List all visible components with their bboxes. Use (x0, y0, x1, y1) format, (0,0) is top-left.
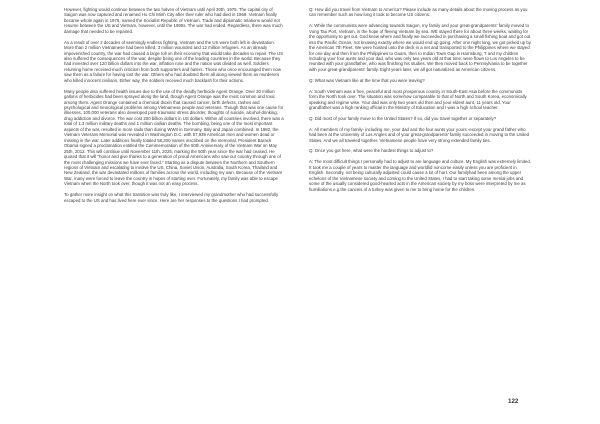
paragraph: However, fighting would continue between the two halves of Vietnam until April 30th, 1975. The capital city of Saigon was now captured and renamed Ho Chi Minh City after their ruler who had died in 1969. Vietnam finally became whole again in 1976, named the Socialist Republic of Vietnam. Trade and diplomatic relations would not resume between the US and Vietnam, however, until the 1990s. The war had ended. Regardless, there was much damage that needed to be repaired. (64, 7, 283, 34)
paragraph: To gather more insight on what this transition was truly like, I interviewed my grandmother who had successfully escaped to the US and has lived here ever since. Here are her responses to the questions I had prompted. (64, 192, 279, 203)
paragraph: As a result of over 2 decades of seemingly endless fighting, Vietnam and the US were both left in devastation. More than 2 million Vietnamese had been killed, 3 million wounded and 12 million refugees. As an already impoverished country, the war had caused a large toll on their economy that would take decades to repair. The US also suffered the consequences of the war, despite being one of the leading countries in the world. Because they had invested over 120 billion dollars into the war, inflation rose and the nation was divided as well. Soldiers returning home received much criticism from both supporters and haters. Those who once encouraged them now saw them as a failure for having lost the war. Others who had doubted them all along viewed them as murderers who killed innocent civilians. Either way, the soldiers received much backlash for their actions. (64, 39, 284, 83)
paragraph: Many people also suffered health issues due to the use of the deadly herbicide Agent Orange. Over 20 million gallons of herbicides had been sprayed along the land, though Agent Orange was the most common and toxic among them. Agent Orange contained a chemical dioxin that caused cancer, birth defects, rashes and psychological and neurological problems among Vietnamese people and veterans. Though that was one cause for illnesses, 100,000 veterans also developed post-traumatic stress disorder, thoughts of suicide, alcohol-drinking, drug addiction and divorce. The war cost 200 billion dollars in US dollars. Within all countries involved, there was a total of 1.3 million military deaths and 1 million civilian deaths. The bombing, being one of the most important aspects of the war, resulted in more raids than during WWII in Germany, Italy and Japan combined. In 1982, the Vietnam Veterans Memorial was revealed in Washington D.C. with 57,939 American men and women dead or missing in the war. Later additions finally totaled 58,200 names inscribed on the memorial. President Barack Obama signed a proclamation entitled the Commemoration of the 50th Anniversary of the Vietnam War on May 25th, 2012. This will continue until November 11th, 2025, marking the 50th year since the war had ceased. He quoted that it will "honor and give thanks to a generation of proud Americans who saw our country through one of the most challenging missions we have ever faced." Starting as a dispute between the Northern and Southern regions of Vietnam and escalating to involve the US, China, Soviet Union, Australia, South Korea, Thailand and New Zealand, the war devastated millions of families across the world, including my own. Because of the Vietnam War, many were forced to leave the country in hopes of starting over. Fortunately, my family was able to escape Vietnam when the North took over, though it was not an easy process. (64, 88, 284, 187)
page-number: 122 (508, 398, 519, 405)
answer-paragraph: A: The most difficult things I personally had to adjust to are language and culture. My English was extremely limited. It took me a couple of years to master the language and worldlid noncome easily unless you are proficient in English. Secondly, not being culturally adjusted could cause a lot of hurt. Our familyhad been among the upper echelons of the Vietnamese society and coming to the United States, I had to start taking some menial jobs and some of the usually considered good-hearted acts in the American society by my boss were interpreted by me as humiliations,e.g.the canceis of a turkey was given to me to bring home for the children. (309, 159, 531, 192)
left-column (64, 7, 286, 209)
question-paragraph: Q: What was Vietnam like at the time that you were leaving? (309, 77, 425, 83)
answer-paragraph: A: All members of my family- including me, your dad and the four aunts your yours -except your grand father who had been at the University of Los Angles and of your great-grandparents' family succeeded in moving to the United States. And we all traveled together. Vietnamese people have very strong extended family ties. (309, 126, 530, 143)
answer-paragraph: A: South Vietnam was a free, peaceful and most prosperous country in South-East Asia before the communists form the North took over. The situation was somehow comparable to that of North and South Korea, economically speaking and regime wise. Your dad was only two years old then and your eldest aunt, 11 years old. Your grandfather was a high ranking official in the Ministry of Education and I was a high school teacher. (309, 88, 527, 110)
answer-paragraph: A: While the communists were advancing towards Saigon, my family and your great-grandparents' family moved to Vung Tau Port, Vietnam, in the hope of fleeing Vietnam by sea. WE stayed there for about three weeks, waiting for the opportunity to get out. God knew where and finally we succeeded in purchasing a small fishing boat and got out into the Pacific Ocean, not knowing exactly where we would end up going. After one night long, we got picked up by the American 7th Fleet. We were hoisted unto the deck in a net and transported to the Philippines where we stayed for one day and then from the Philippines to Guam, then to Indian Town Gap in Harrisburg, T and my children including your four aunts and your dad, who was only two years old at that time, were flown to Los Angeles to be reunited with your grandfather, who was finishing his studies. We then moved back to Pennsylvania to be together with your great-grandparents' family. Eight years later, we all got naturalized as American citizens. (309, 23, 531, 72)
question-paragraph: Q: How did you travel from Vietnam to America? Please include as many details about the moving process as you can remember such as how long it took to become US citizens. (309, 7, 528, 18)
right-column (309, 7, 531, 197)
question-paragraph: Q: Once you got here, what were the hardest things to adjust to? (309, 148, 434, 154)
question-paragraph: Q: Did most of your family move to the United States? If so, did you travel together or separately? (309, 115, 497, 121)
